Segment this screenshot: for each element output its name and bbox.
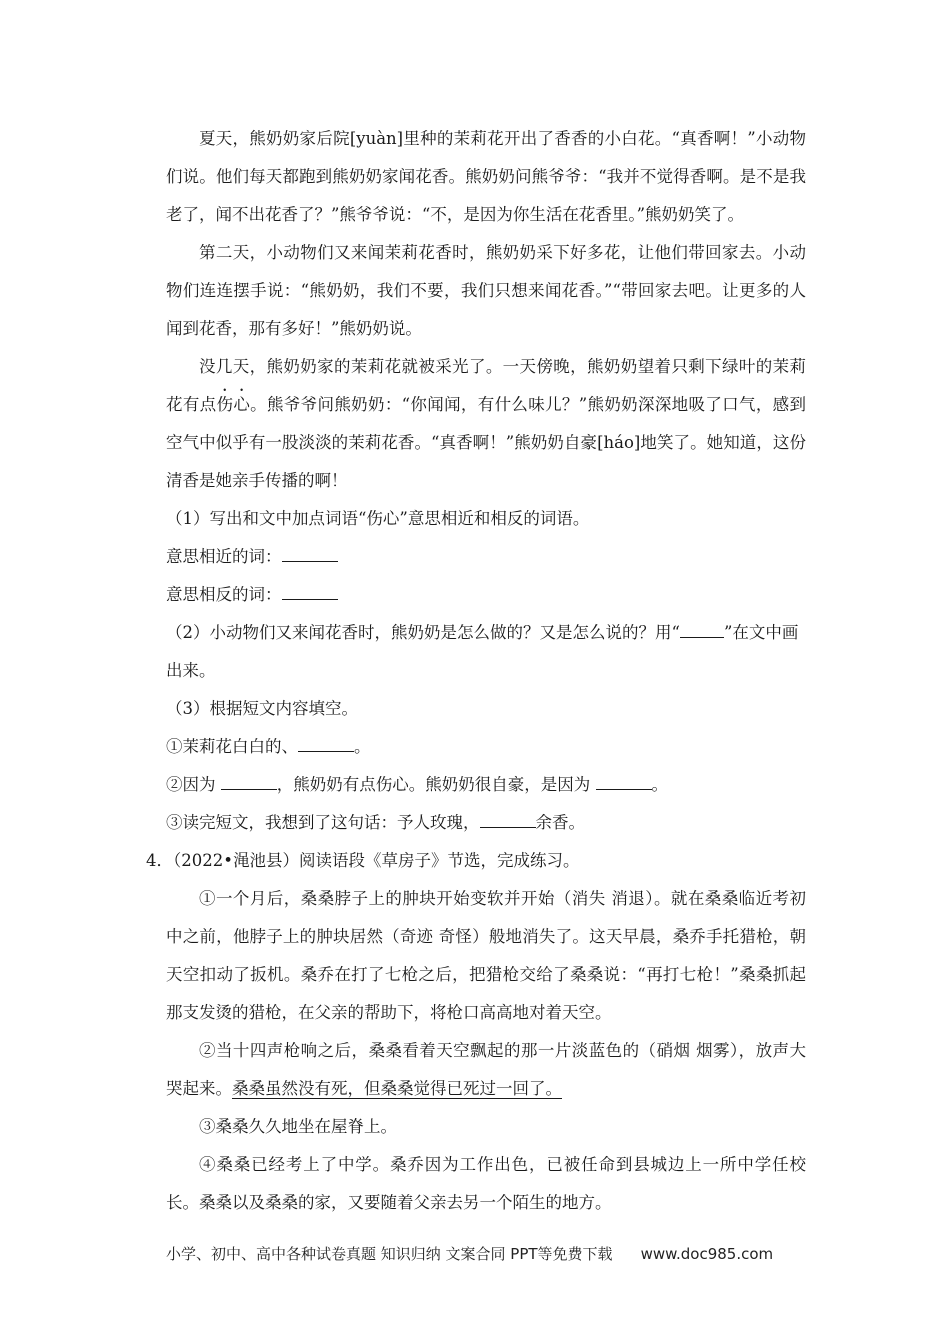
question-4-paragraph-2 <box>166 1032 806 1108</box>
item-3-text-b: 余香。 <box>535 813 585 832</box>
passage-paragraph-3-after: 。熊爷爷问熊奶奶：“你闻闻，有什么味儿？”熊奶奶深深地吸了口气，感到空气中似乎有一股淡淡的茉莉花香。“真香啊！”熊奶奶自豪[háo]地笑了。她知道，这份清香是她亲手传播的啊！ <box>166 395 807 490</box>
footer-url[interactable]: www.doc985.com <box>640 1245 774 1263</box>
question-1-near-line <box>166 538 806 576</box>
passage-paragraph-2: 第二天，小动物们又来闻茉莉花香时，熊奶奶采下好多花，让他们带回家去。小动物们连连摆手说：“熊奶奶，我们不要，我们只想来闻花香。”“带回家去吧。让更多的人闻到花香，那有多好！”熊奶奶说。 <box>166 243 806 338</box>
question-1-opposite-label: 意思相反的词： <box>166 585 282 604</box>
question-3: （3）根据短文内容填空。 <box>166 699 358 718</box>
question-1-opposite-line <box>166 576 806 614</box>
underline-sample <box>680 623 724 638</box>
question-2 <box>166 614 806 690</box>
question-4-paragraph-1: ①一个月后，桑桑脖子上的肿块开始变软并开始（消失 消退）。就在桑桑临近考初中之前，他脖子上的肿块居然（奇迹 奇怪）般地消失了。这天早晨，桑乔手托猎枪，朝天空扣动了扳机。桑乔在打了七枪之后，把猎枪交给了桑桑说：“再打七枪！”桑桑抓起那支发烫的猎枪，在父亲的帮助下，将枪口高高地对着天空。 <box>166 889 806 1022</box>
item-2-text-a: ②因为 <box>166 775 221 794</box>
answer-blank[interactable] <box>221 775 277 790</box>
question-1: （1）写出和文中加点词语“伤心”意思相近和相反的词语。 <box>166 509 590 528</box>
question-4-paragraph-3: ③桑桑久久地坐在屋脊上。 <box>199 1117 397 1136</box>
question-3-item-2 <box>166 766 806 804</box>
dotted-word: 伤心 <box>216 395 251 414</box>
item-2-text-b: ，熊奶奶有点伤心。熊奶奶很自豪，是因为 <box>276 775 596 794</box>
passage-paragraph-1: 夏天，熊奶奶家后院[yuàn]里种的茉莉花开出了香香的小白花。“真香啊！”小动物们说。他们每天都跑到熊奶奶家闻花香。熊奶奶问熊爷爷：“我并不觉得香啊。是不是我老了，闻不出花香了？”熊爷爷说：“不，是因为你生活在花香里。”熊奶奶笑了。 <box>166 129 806 224</box>
question-3-item-1 <box>166 728 806 766</box>
question-2-text-a: （2）小动物们又来闻花香时，熊奶奶是怎么做的？又是怎么说的？用“ <box>166 623 680 642</box>
question-4-title: （2022•渑池县）阅读语段《草房子》节选，完成练习。 <box>173 851 580 870</box>
answer-blank[interactable] <box>480 813 536 828</box>
answer-blank[interactable] <box>282 585 338 600</box>
item-3-text-a: ③读完短文，我想到了这句话：予人玫瑰， <box>166 813 480 832</box>
question-4-number: 4． <box>146 851 173 870</box>
question-3-item-3 <box>166 804 806 842</box>
document-content <box>146 120 807 1222</box>
question-4-paragraph-2-text: ②当十四声枪响之后，桑桑看着天空飘起的那一片淡蓝色的（硝烟 烟雾），放声大哭起来。 <box>166 1041 806 1098</box>
passage-paragraph-3-before: 没几天，熊奶奶家的茉莉花就被采光了。一天傍晚，熊奶奶望着只剩下绿叶的茉莉花有点 <box>166 357 806 414</box>
question-2-text-b: ”在文中画出来。 <box>166 623 799 680</box>
question-1-near-label: 意思相近的词： <box>166 547 282 566</box>
question-4-header <box>146 842 806 880</box>
footer-text: 小学、初中、高中各种试卷真题 知识归纳 文案合同 PPT等免费下载 <box>166 1245 613 1263</box>
question-4-paragraph-4: ④桑桑已经考上了中学。桑乔因为工作出色，已被任命到县城边上一所中学任校长。桑桑以及桑桑的家，又要随着父亲去另一个陌生的地方。 <box>166 1155 806 1212</box>
page-footer <box>166 1243 773 1264</box>
item-1-text-a: ①茉莉花白白的、 <box>166 737 298 756</box>
underlined-sentence: 桑桑虽然没有死，但桑桑觉得已死过一回了。 <box>232 1079 562 1098</box>
answer-blank[interactable] <box>596 775 652 790</box>
item-2-text-c: 。 <box>651 775 668 794</box>
item-1-text-b: 。 <box>354 737 371 756</box>
answer-blank[interactable] <box>282 547 338 562</box>
passage-paragraph-3 <box>166 348 806 500</box>
answer-blank[interactable] <box>298 737 354 752</box>
